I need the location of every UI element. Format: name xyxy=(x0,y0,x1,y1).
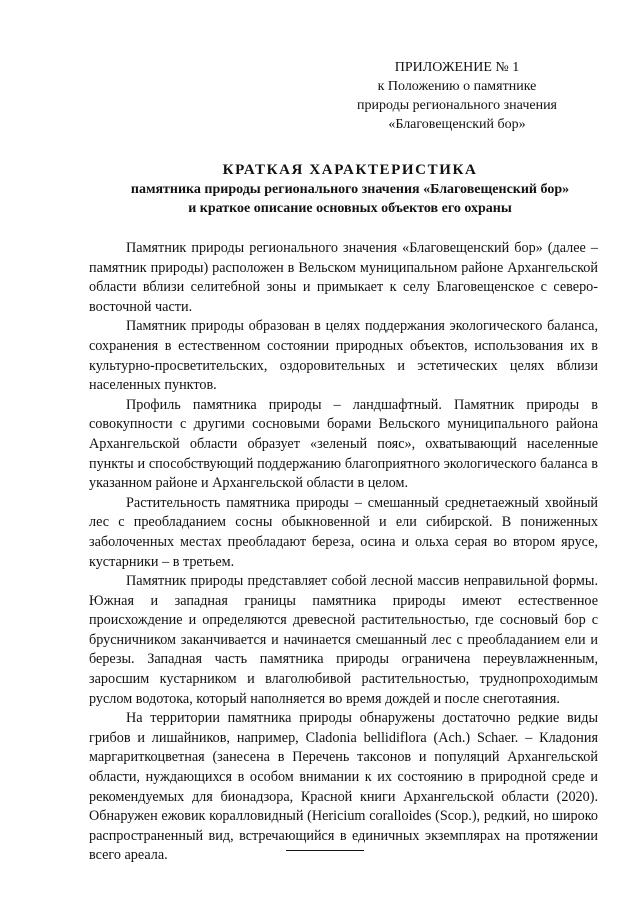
body-paragraph: Памятник природы регионального значения «Благовещенский бор» (далее – памятник природы) расположен в Вельском муниципальном районе Архангельской области вблизи селитебной зоны и примыкает к селу Благовещенское с северо-восточной части. xyxy=(89,240,598,315)
appendix-reference-line: природы регионального значения xyxy=(357,98,557,113)
document-subtitle: и краткое описание основных объектов его охраны xyxy=(188,201,512,216)
appendix-reference-line: «Благовещенский бор» xyxy=(388,117,526,132)
appendix-header xyxy=(327,58,587,134)
body-paragraph: Растительность памятника природы – смешанный среднетаежный хвойный лес с преобладанием сосны обыкновенной и ели сибирской. В пониженных заболоченных местах преобладают береза, осина и ольха серая во втором ярусе, кустарники – в третьем. xyxy=(89,494,598,570)
document-heading xyxy=(80,160,620,218)
body-paragraph: Памятник природы представляет собой лесной массив неправильной формы. Южная и западная границы памятника природы имеют естественное происхождение и определяются древесной растительностью, где сосновый бор с брусничником заканчивается и начинается смешанный лес с преобладанием ели и березы. Западная часть памятника природы ограничена переувлажненным, заросшим кустарником и влаголюбивой растительностью, труднопроходимым руслом водотока, который наполняется во время дождей и после снеготаяния. xyxy=(89,573,598,707)
body-paragraph: Памятник природы образован в целях поддержания экологического баланса, сохранения в естественном состоянии природных объектов, использования их в культурно-просветительских, оздоровительных и эстетических целях вблизи населенных пунктов. xyxy=(89,318,598,394)
appendix-number: ПРИЛОЖЕНИЕ № 1 xyxy=(394,60,520,75)
document-subtitle: памятника природы регионального значения «Благовещенский бор» xyxy=(130,182,570,197)
end-of-text-rule xyxy=(286,850,364,851)
document-body xyxy=(89,239,598,866)
body-paragraph: Профиль памятника природы – ландшафтный. Памятник природы в совокупности с другими сосновыми борами Вельского муниципального района Архангельской области образует «зеленый пояс», охватывающий населенные пункты и способствующий поддержанию благоприятного экологического баланса в указанном районе и Архангельской области в целом. xyxy=(89,396,598,492)
document-title: КРАТКАЯ ХАРАКТЕРИСТИКА xyxy=(222,162,478,178)
appendix-reference-line: к Положению о памятнике xyxy=(377,79,537,94)
body-paragraph: На территории памятника природы обнаружены достаточно редкие виды грибов и лишайников, например, Cladonia bellidiflora (Ach.) Schaer. – Кладония маргариткоцветная (занесена в Перечень таксонов и популяций Архангельской области, нуждающихся в особом внимании к их состоянию в природной среде и рекомендуемых для бионадзора, Красной книги Архангельской области (2020). Обнаружен ежовик коралловидный (Hericium coralloides (Scop.), редкий, но широко распространенный вид, встречающийся в единичных экземплярах на протяжении всего ареала. xyxy=(89,710,598,864)
